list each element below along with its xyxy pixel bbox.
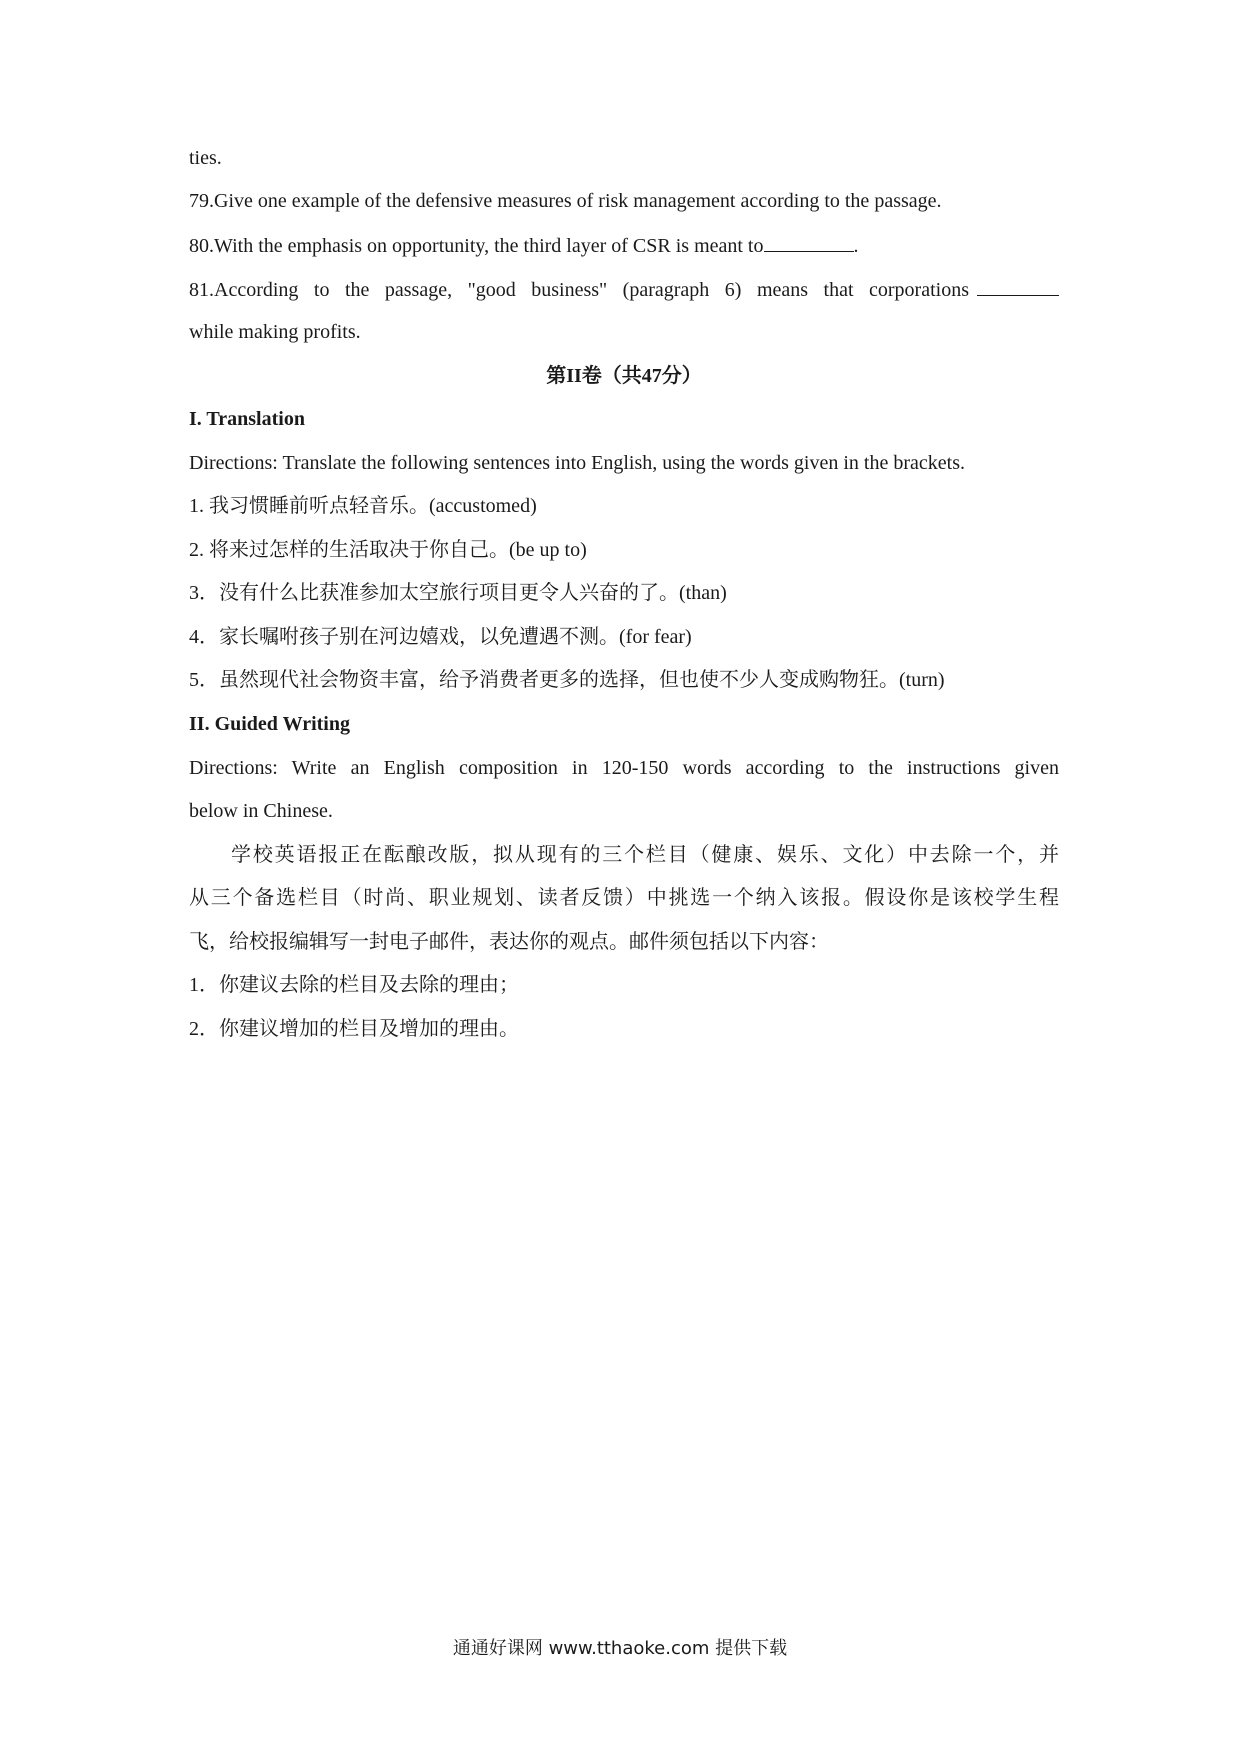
writing-prompt-line: 飞，给校报编辑写一封电子邮件，表达你的观点。邮件须包括以下内容： <box>189 931 829 953</box>
page-footer: 通通好课网 www.tthaoke.com 提供下载 <box>452 1638 788 1659</box>
writing-directions-line2: below in Chinese. <box>189 800 333 822</box>
translation-item: 5．虽然现代社会物资丰富，给予消费者更多的选择，但也使不少人变成购物狂。(turn) <box>189 669 945 691</box>
question-81 <box>189 277 1059 302</box>
writing-directions: Directions: Write an English composition in 120-150 words according to the instructions given <box>189 757 1059 779</box>
translation-directions: Directions: Translate the following sentences into English, using the words given in the brackets. <box>189 452 965 474</box>
writing-heading: II. Guided Writing <box>189 713 350 735</box>
question-81-line2: while making profits. <box>189 321 361 343</box>
translation-item: 2. 将来过怎样的生活取决于你自己。(be up to) <box>189 539 587 561</box>
question-80-text: 80.With the emphasis on opportunity, the third layer of CSR is meant to <box>189 235 764 257</box>
translation-item: 1. 我习惯睡前听点轻音乐。(accustomed) <box>189 495 537 517</box>
question-80 <box>189 233 859 258</box>
question-81-text: 81.According to the passage, "good business" (paragraph 6) means that corporations <box>189 279 969 301</box>
question-79: 79.Give one example of the defensive measures of risk management according to the passage. <box>189 190 942 212</box>
continuation-text: ties. <box>189 147 222 169</box>
answer-blank <box>977 277 1059 296</box>
writing-prompt-line: 从三个备选栏目（时尚、职业规划、读者反馈）中挑选一个纳入该报。假设你是该校学生程 <box>189 887 1059 909</box>
writing-prompt-line: 学校英语报正在酝酿改版，拟从现有的三个栏目（健康、娱乐、文化）中去除一个，并 <box>231 844 1059 866</box>
answer-blank <box>764 233 854 252</box>
translation-item: 4．家长嘱咐孩子别在河边嬉戏，以免遭遇不测。(for fear) <box>189 626 692 648</box>
writing-point: 2．你建议增加的栏目及增加的理由。 <box>189 1018 519 1040</box>
section-title: 第II卷（共47分） <box>546 365 702 387</box>
translation-heading: I. Translation <box>189 408 305 430</box>
translation-item: 3．没有什么比获准参加太空旅行项目更令人兴奋的了。(than) <box>189 582 727 604</box>
writing-point: 1．你建议去除的栏目及去除的理由； <box>189 974 519 996</box>
question-80-end: . <box>853 235 859 257</box>
